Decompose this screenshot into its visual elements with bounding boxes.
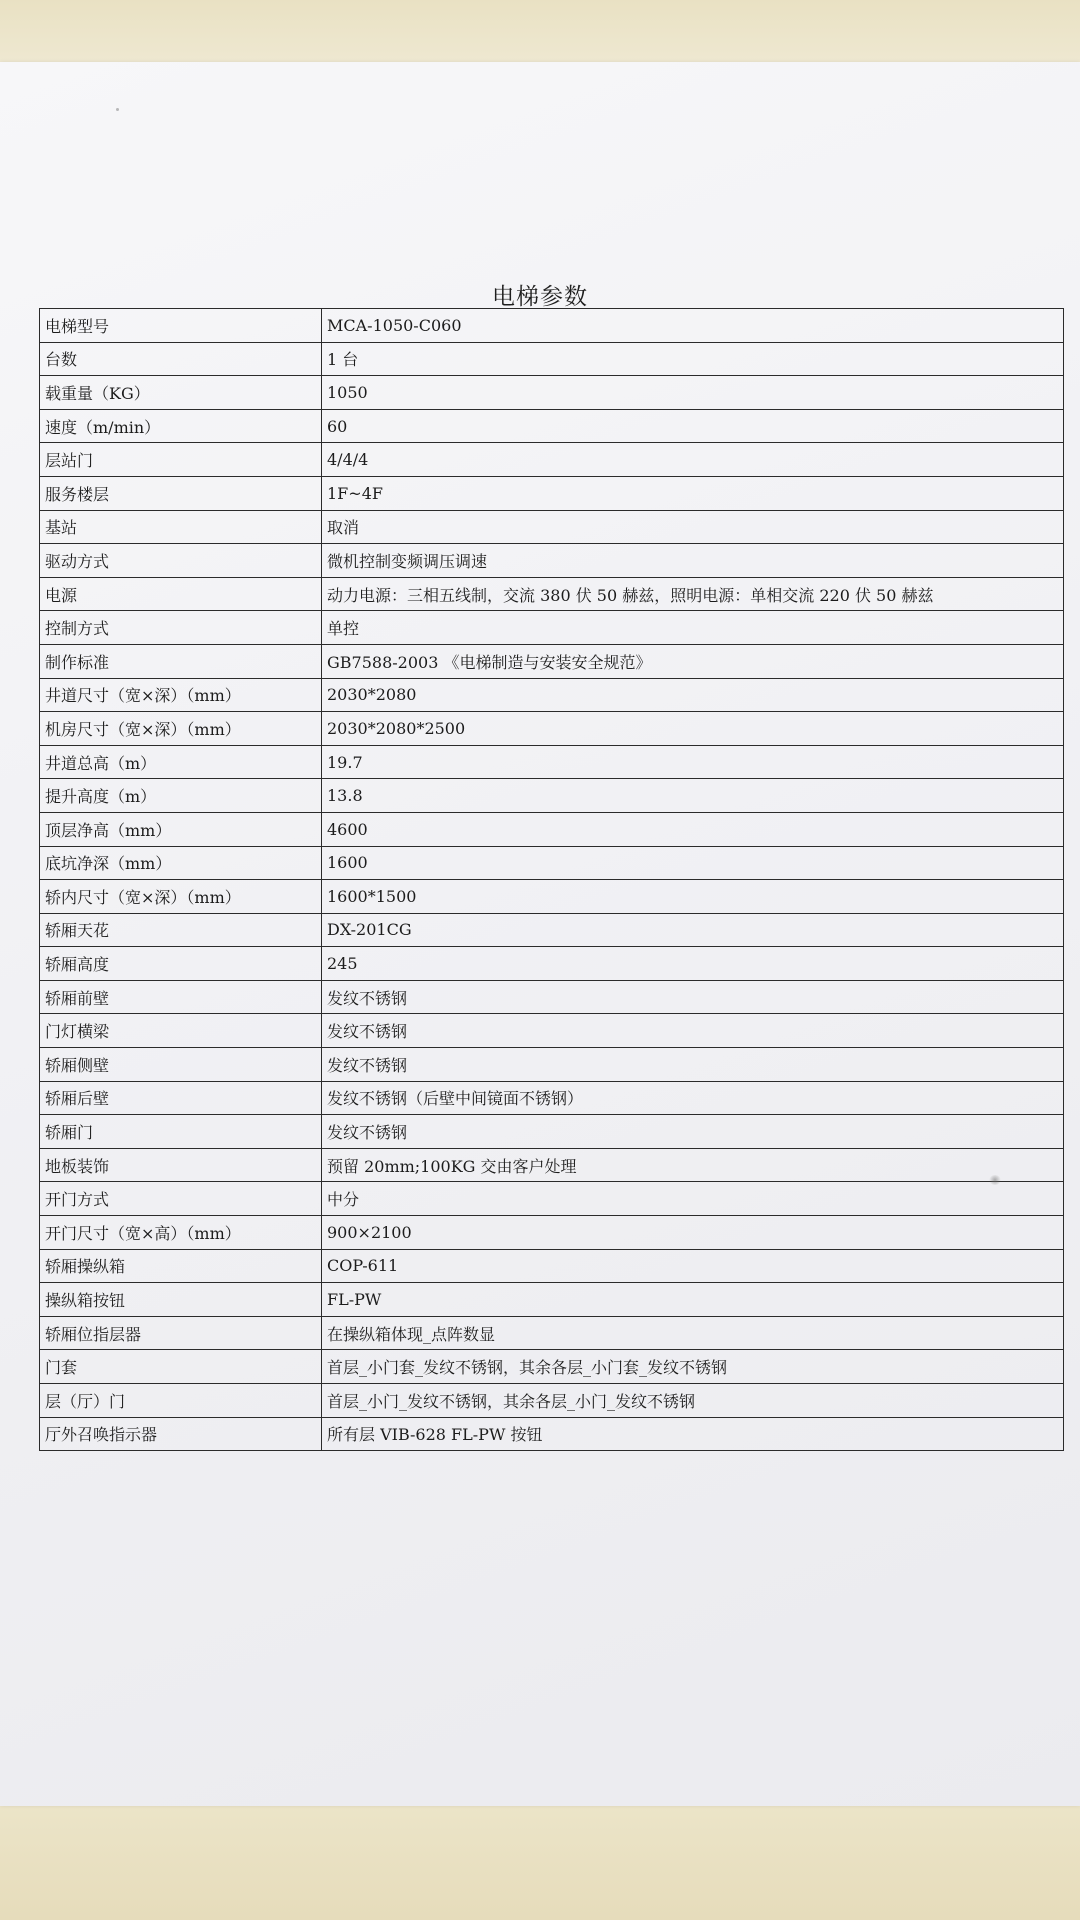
spec-label: 门套 <box>40 1350 322 1384</box>
spec-value: 中分 <box>322 1182 1064 1216</box>
spec-label: 门灯横梁 <box>40 1014 322 1048</box>
spec-value: MCA-1050-C060 <box>322 309 1064 343</box>
spec-label: 电梯型号 <box>40 309 322 343</box>
table-row <box>40 779 1064 813</box>
spec-value: 19.7 <box>322 745 1064 779</box>
table-row <box>40 611 1064 645</box>
spec-label: 轿厢侧壁 <box>40 1048 322 1082</box>
paper-speck <box>116 108 119 111</box>
table-row <box>40 1350 1064 1384</box>
table-row <box>40 409 1064 443</box>
spec-value: 单控 <box>322 611 1064 645</box>
spec-label: 制作标准 <box>40 644 322 678</box>
spec-label: 轿厢位指层器 <box>40 1316 322 1350</box>
spec-label: 地板装饰 <box>40 1148 322 1182</box>
spec-value: 在操纵箱体现_点阵数显 <box>322 1316 1064 1350</box>
elevator-spec-table <box>39 308 1064 1451</box>
spec-value: 4/4/4 <box>322 443 1064 477</box>
spec-value: 2030*2080*2500 <box>322 712 1064 746</box>
spec-value: 发纹不锈钢（后壁中间镜面不锈钢） <box>322 1081 1064 1115</box>
spec-label: 操纵箱按钮 <box>40 1283 322 1317</box>
table-row <box>40 1048 1064 1082</box>
spec-value: 取消 <box>322 510 1064 544</box>
spec-value: 13.8 <box>322 779 1064 813</box>
spec-value: 首层_小门_发纹不锈钢，其余各层_小门_发纹不锈钢 <box>322 1384 1064 1418</box>
spec-label: 轿厢前壁 <box>40 980 322 1014</box>
spec-label: 机房尺寸（宽×深）（mm） <box>40 712 322 746</box>
spec-value: 900×2100 <box>322 1216 1064 1250</box>
table-row <box>40 644 1064 678</box>
spec-label: 控制方式 <box>40 611 322 645</box>
spec-label: 开门尺寸（宽×高）（mm） <box>40 1216 322 1250</box>
spec-label: 速度（m/min） <box>40 409 322 443</box>
table-row <box>40 476 1064 510</box>
spec-value: 首层_小门套_发纹不锈钢，其余各层_小门套_发纹不锈钢 <box>322 1350 1064 1384</box>
spec-label: 轿厢后壁 <box>40 1081 322 1115</box>
table-row <box>40 1417 1064 1451</box>
spec-label: 轿厢操纵箱 <box>40 1249 322 1283</box>
table-row <box>40 376 1064 410</box>
table-row <box>40 1115 1064 1149</box>
table-row <box>40 1283 1064 1317</box>
table-row <box>40 913 1064 947</box>
spec-value: 微机控制变频调压调速 <box>322 544 1064 578</box>
paper-smudge <box>989 1175 1001 1185</box>
spec-value: GB7588-2003 《电梯制造与安装安全规范》 <box>322 644 1064 678</box>
spec-label: 载重量（KG） <box>40 376 322 410</box>
table-row <box>40 342 1064 376</box>
spec-label: 提升高度（m） <box>40 779 322 813</box>
spec-value: DX-201CG <box>322 913 1064 947</box>
spec-label: 电源 <box>40 577 322 611</box>
table-row <box>40 745 1064 779</box>
spec-label: 轿厢天花 <box>40 913 322 947</box>
table-row <box>40 1081 1064 1115</box>
table-row <box>40 1014 1064 1048</box>
table-row <box>40 980 1064 1014</box>
spec-label: 轿内尺寸（宽×深）（mm） <box>40 880 322 914</box>
table-row <box>40 309 1064 343</box>
spec-value: 发纹不锈钢 <box>322 1048 1064 1082</box>
spec-label: 井道尺寸（宽×深）（mm） <box>40 678 322 712</box>
spec-value: COP-611 <box>322 1249 1064 1283</box>
spec-label: 层站门 <box>40 443 322 477</box>
spec-label: 台数 <box>40 342 322 376</box>
spec-label: 轿厢门 <box>40 1115 322 1149</box>
spec-value: 2030*2080 <box>322 678 1064 712</box>
table-row <box>40 1182 1064 1216</box>
table-row <box>40 947 1064 981</box>
spec-value: 所有层 VIB-628 FL-PW 按钮 <box>322 1417 1064 1451</box>
table-row <box>40 880 1064 914</box>
table-row <box>40 846 1064 880</box>
spec-value: 预留 20mm;100KG 交由客户处理 <box>322 1148 1064 1182</box>
spec-label: 顶层净高（mm） <box>40 812 322 846</box>
spec-label: 层（厅）门 <box>40 1384 322 1418</box>
spec-label: 轿厢高度 <box>40 947 322 981</box>
table-row <box>40 812 1064 846</box>
table-row <box>40 510 1064 544</box>
spec-value: 1050 <box>322 376 1064 410</box>
table-row <box>40 577 1064 611</box>
table-row <box>40 1316 1064 1350</box>
spec-label: 底坑净深（mm） <box>40 846 322 880</box>
spec-value: 245 <box>322 947 1064 981</box>
table-row <box>40 678 1064 712</box>
spec-value: FL-PW <box>322 1283 1064 1317</box>
spec-value: 发纹不锈钢 <box>322 980 1064 1014</box>
table-row <box>40 443 1064 477</box>
spec-label: 厅外召唤指示器 <box>40 1417 322 1451</box>
spec-value: 1F~4F <box>322 476 1064 510</box>
table-row <box>40 1384 1064 1418</box>
spec-label: 井道总高（m） <box>40 745 322 779</box>
spec-value: 动力电源：三相五线制，交流 380 伏 50 赫兹，照明电源：单相交流 220 伏 50 赫兹 <box>322 577 1064 611</box>
spec-value: 4600 <box>322 812 1064 846</box>
spec-value: 1600*1500 <box>322 880 1064 914</box>
spec-value: 60 <box>322 409 1064 443</box>
background-surface-bottom <box>0 1796 1080 1920</box>
spec-label: 基站 <box>40 510 322 544</box>
spec-value: 1 台 <box>322 342 1064 376</box>
table-row <box>40 1216 1064 1250</box>
document-title: 电梯参数 <box>492 284 588 310</box>
table-row <box>40 712 1064 746</box>
spec-label: 开门方式 <box>40 1182 322 1216</box>
spec-value: 发纹不锈钢 <box>322 1115 1064 1149</box>
table-row <box>40 544 1064 578</box>
spec-value: 1600 <box>322 846 1064 880</box>
table-row <box>40 1249 1064 1283</box>
table-row <box>40 1148 1064 1182</box>
spec-value: 发纹不锈钢 <box>322 1014 1064 1048</box>
spec-label: 服务楼层 <box>40 476 322 510</box>
spec-label: 驱动方式 <box>40 544 322 578</box>
